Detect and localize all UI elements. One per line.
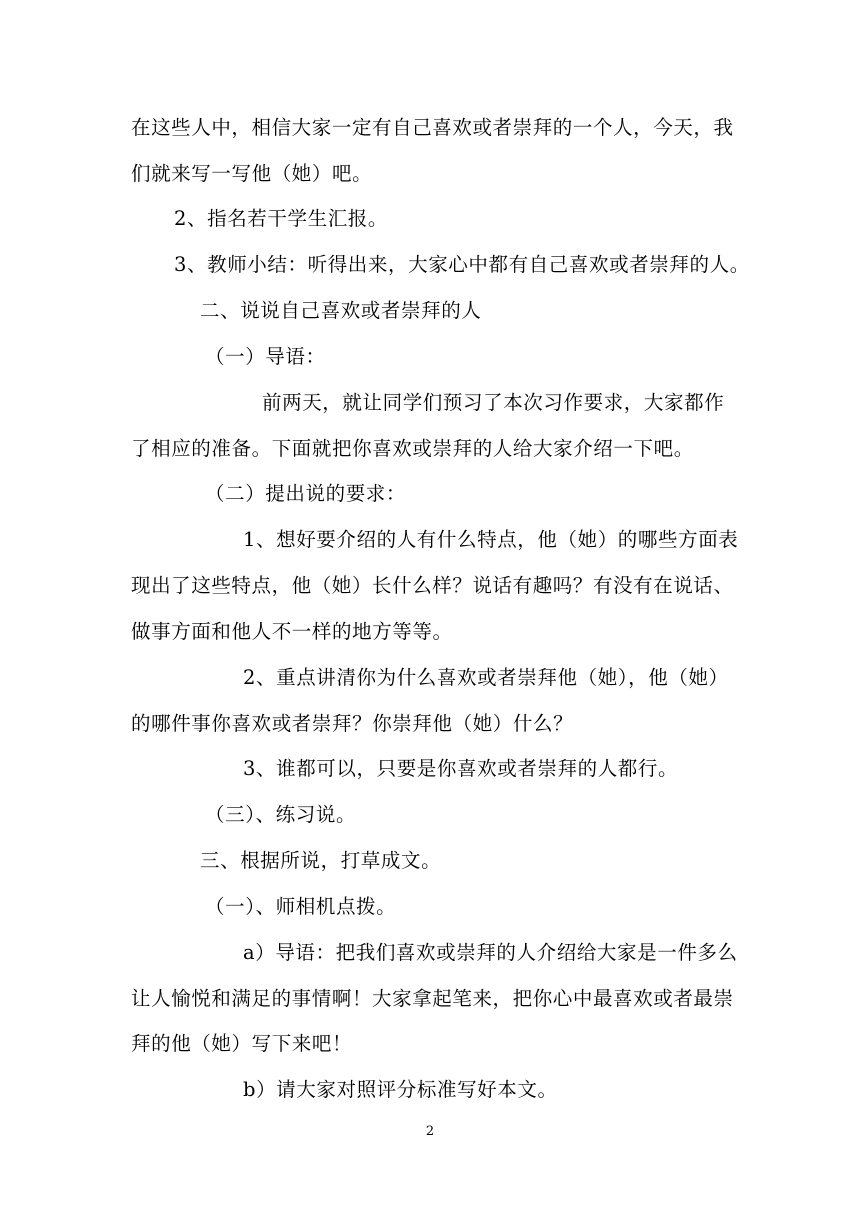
text-line: 做事方面和他人不一样的地方等等。 <box>131 620 453 643</box>
text-line: b）请大家对照评分标准写好本文。 <box>243 1078 558 1101</box>
subsection-heading: （一）导语： <box>205 345 326 368</box>
text-line: 让人愉悦和满足的事情啊！大家拿起笔来，把你心中最喜欢或者最崇 <box>131 987 733 1010</box>
text-line: 的哪件事你喜欢或者崇拜？你崇拜他（她）什么？ <box>131 712 574 735</box>
text-line: 了相应的准备。下面就把你喜欢或崇拜的人给大家介绍一下吧。 <box>131 437 694 460</box>
text-line: 前两天，就让同学们预习了本次习作要求，大家都作 <box>262 391 725 414</box>
section-heading: 三、根据所说，打草成文。 <box>200 849 442 872</box>
text-line: 现出了这些特点，他（她）长什么样？说话有趣吗？有没有在说话、 <box>131 574 733 597</box>
text-line: 在这些人中，相信大家一定有自己喜欢或者崇拜的一个人，今天，我 <box>131 116 733 139</box>
subsection-heading: （二）提出说的要求： <box>205 482 407 505</box>
text-line: 们就来写一写他（她）吧。 <box>131 162 373 185</box>
text-line: 2、指名若干学生汇报。 <box>174 207 389 230</box>
text-line: 3、谁都可以，只要是你喜欢或者崇拜的人都行。 <box>243 757 679 780</box>
section-heading: 二、说说自己喜欢或者崇拜的人 <box>200 299 482 322</box>
text-line: 3、教师小结：听得出来，大家心中都有自己喜欢或者崇拜的人。 <box>174 253 750 276</box>
subsection-heading: （一）、师相机点拨。 <box>205 895 397 918</box>
text-line: 1、想好要介绍的人有什么特点，他（她）的哪些方面表 <box>243 528 739 551</box>
text-line: 2、重点讲清你为什么喜欢或者崇拜他（她），他（她） <box>243 666 729 689</box>
text-line: 拜的他（她）写下来吧！ <box>131 1032 353 1055</box>
page-number: 2 <box>425 1124 435 1139</box>
text-line: a）导语：把我们喜欢或崇拜的人介绍给大家是一件多么 <box>243 941 738 964</box>
subsection-heading: （三）、练习说。 <box>205 803 357 826</box>
